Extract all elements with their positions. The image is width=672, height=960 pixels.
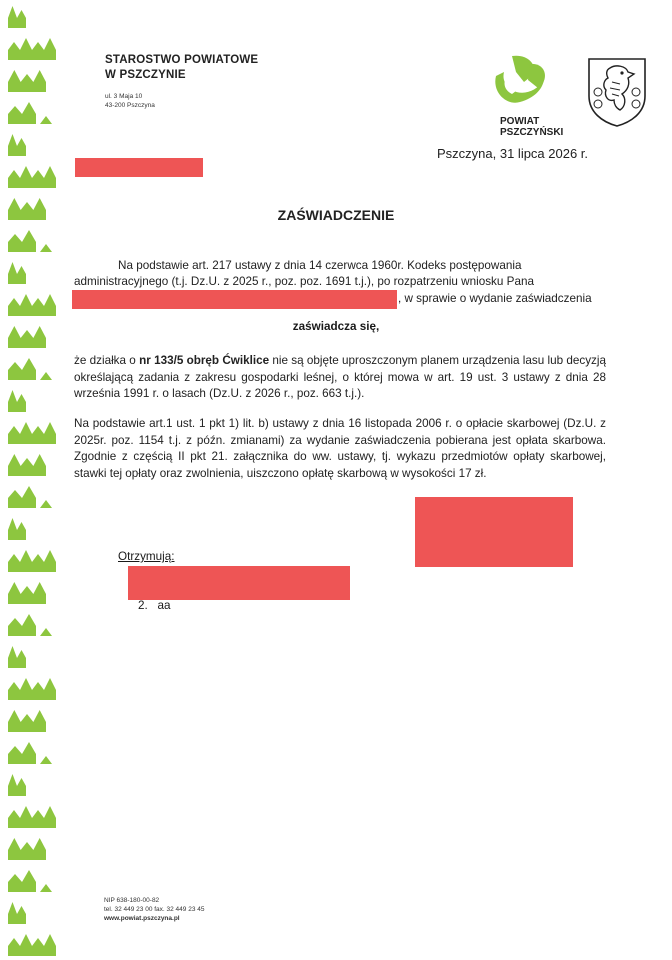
decorative-triangle [8, 646, 17, 658]
decorative-triangle [20, 806, 32, 818]
intro-line-2: administracyjnego (t.j. Dz.U. z 2025 r., poz. poz. 1691 t.j.), po rozpatrzeniu wniosku Pana [74, 275, 534, 288]
decorative-triangle [8, 838, 21, 850]
decorative-bar [8, 114, 36, 124]
decorative-bar [8, 786, 26, 796]
decorative-triangle [8, 554, 20, 562]
decorative-triangle [8, 902, 17, 914]
redacted-addressee [75, 158, 203, 177]
decorative-bar [8, 18, 26, 28]
decorative-bar [8, 690, 56, 700]
decorative-bar [8, 498, 36, 508]
decorative-triangle [8, 234, 22, 242]
document-title: ZAŚWIADCZENIE [277, 207, 395, 223]
powiat-logo-text [500, 116, 563, 138]
decorative-accent [40, 244, 52, 252]
decorative-bar [8, 338, 46, 348]
decorative-triangle [22, 870, 36, 882]
decorative-bar [8, 658, 26, 668]
decorative-bar [8, 530, 26, 540]
decorative-triangle [44, 678, 56, 690]
decorative-triangle [21, 586, 34, 594]
decorative-triangle [8, 262, 17, 274]
decorative-accent [40, 116, 52, 124]
decorative-triangle [20, 422, 32, 434]
footer [104, 896, 204, 923]
decorative-bar [8, 242, 36, 252]
decorative-border-pattern [0, 0, 60, 960]
decorative-bar [8, 82, 46, 92]
document-date: Pszczyna, 31 lipca 2026 r. [437, 146, 589, 161]
recipient-item-2 [138, 599, 171, 612]
certifies-heading: zaświadcza się, [292, 320, 380, 333]
office-address [105, 92, 155, 110]
decorative-triangle [22, 102, 36, 114]
office-name-line1: STAROSTWO POWIATOWE [105, 54, 259, 66]
decorative-bar [8, 754, 36, 764]
decorative-bar [8, 882, 36, 892]
intro-line-1: Na podstawie art. 217 ustawy z dnia 14 czerwca 1960r. Kodeks postępowania [118, 259, 522, 272]
decorative-bar [8, 402, 26, 412]
decorative-triangle [44, 806, 56, 818]
decorative-triangle [8, 746, 22, 754]
decorative-triangle [20, 166, 32, 178]
decorative-triangle [8, 710, 21, 722]
decorative-triangle [8, 582, 21, 594]
parcel-number: nr 133/5 obręb Ćwiklice [139, 354, 270, 367]
logo-text-line2: PSZCZYŃSKI [500, 127, 564, 138]
decorative-bar [8, 466, 46, 476]
office-name [105, 53, 258, 83]
decorative-triangle [32, 170, 44, 178]
decorative-triangle [8, 682, 20, 690]
decorative-triangle [44, 294, 56, 306]
recipients-heading: Otrzymują: [118, 550, 175, 563]
decorative-triangle [44, 550, 56, 562]
decorative-triangle [22, 742, 36, 754]
redacted-recipient-1 [128, 566, 350, 600]
decorative-accent [40, 628, 52, 636]
parcel-text-end: nie są objęte uproszczonym planem urządzenia lasu lub decyzją określającą zadania z zakresu gospodarki leśnej, o której mowa w art. 19 ust. 3 ustawy z dnia 28 września 1991 r. o lasach (Dz.U. z 2026 r., poz. 663 t.j.). [74, 354, 607, 400]
decorative-triangle [22, 358, 36, 370]
decorative-accent [40, 500, 52, 508]
decorative-triangle [33, 454, 46, 466]
decorative-triangle [33, 710, 46, 722]
decorative-triangle [8, 810, 20, 818]
decorative-triangle [32, 810, 44, 818]
decorative-triangle [8, 874, 22, 882]
footer-website: www.powiat.pszczyna.pl [104, 915, 180, 922]
footer-phone: tel. 32 449 23 00 fax. 32 449 23 45 [104, 906, 205, 913]
decorative-triangle [32, 938, 44, 946]
office-name-line2: W PSZCZYNIE [105, 69, 186, 81]
decorative-bar [8, 306, 56, 316]
decorative-bar [8, 594, 46, 604]
footer-nip: NIP 638-180-00-82 [104, 897, 160, 904]
decorative-triangle [8, 42, 20, 50]
decorative-triangle [44, 422, 56, 434]
redacted-signature [415, 497, 573, 567]
decorative-triangle [33, 582, 46, 594]
decorative-triangle [8, 518, 17, 530]
decorative-bar [8, 626, 36, 636]
decorative-triangle [8, 134, 17, 146]
decorative-bar [8, 146, 26, 156]
decorative-triangle [32, 298, 44, 306]
parcel-paragraph [74, 353, 606, 403]
decorative-accent [40, 756, 52, 764]
decorative-triangle [33, 838, 46, 850]
decorative-triangle [20, 294, 32, 306]
decorative-triangle [20, 550, 32, 562]
decorative-triangle [17, 394, 26, 402]
decorative-accent [40, 884, 52, 892]
address-street: ul. 3 Maja 10 [105, 93, 143, 100]
decorative-triangle [17, 778, 26, 786]
decorative-triangle [21, 458, 34, 466]
decorative-triangle [21, 842, 34, 850]
decorative-triangle [44, 166, 56, 178]
decorative-triangle [8, 490, 22, 498]
decorative-bar [8, 722, 46, 732]
decorative-bar [8, 914, 26, 924]
intro-line-3: , w sprawie o wydanie zaświadczenia [398, 292, 592, 305]
decorative-bar [8, 370, 36, 380]
decorative-triangle [21, 714, 34, 722]
coat-of-arms-icon [586, 56, 648, 128]
decorative-triangle [44, 934, 56, 946]
decorative-triangle [21, 74, 34, 82]
decorative-triangle [17, 138, 26, 146]
decorative-triangle [22, 230, 36, 242]
decorative-bar [8, 818, 56, 828]
decorative-triangle [32, 426, 44, 434]
decorative-triangle [22, 486, 36, 498]
decorative-triangle [8, 774, 17, 786]
decorative-triangle [8, 6, 17, 18]
decorative-triangle [17, 266, 26, 274]
decorative-triangle [8, 618, 22, 626]
decorative-bar [8, 946, 56, 956]
decorative-triangle [32, 554, 44, 562]
decorative-triangle [44, 38, 56, 50]
decorative-triangle [17, 906, 26, 914]
decorative-triangle [17, 10, 26, 18]
decorative-triangle [20, 678, 32, 690]
decorative-accent [40, 372, 52, 380]
decorative-bar [8, 50, 56, 60]
decorative-triangle [32, 682, 44, 690]
decorative-triangle [8, 298, 20, 306]
decorative-triangle [32, 42, 44, 50]
decorative-bar [8, 434, 56, 444]
decorative-triangle [20, 934, 32, 946]
logo-text-line1: POWIAT [500, 116, 540, 127]
address-city: 43-200 Pszczyna [105, 102, 155, 109]
recipient-item-2-text: 2. aa [138, 599, 171, 612]
decorative-triangle [8, 454, 21, 466]
decorative-triangle [8, 106, 22, 114]
decorative-triangle [8, 938, 20, 946]
decorative-bar [8, 178, 56, 188]
decorative-triangle [20, 38, 32, 50]
decorative-bar [8, 274, 26, 284]
decorative-triangle [8, 426, 20, 434]
decorative-triangle [8, 170, 20, 178]
parcel-text-start: że działka o [74, 354, 140, 367]
fee-paragraph: Na podstawie art.1 ust. 1 pkt 1) lit. b) ustawy z dnia 16 listopada 2006 r. o opłacie skarbowej (Dz.U. z 2025r. poz. 1154 t.j. z późn. zmianami) za wydanie zaświadczenia pobierana jest opłata skarbowa. Zgodnie z częścią II pkt 21. załącznika do ww. ustawy, tj. wykazu przedmiotów opłaty skarbowej, stawki tej opłaty oraz zwolnienia, uiszczono opłatę skarbową w wysokości 17 zł. [74, 417, 606, 480]
powiat-logo-icon [490, 50, 552, 112]
decorative-bar [8, 562, 56, 572]
decorative-bar [8, 850, 46, 860]
decorative-triangle [8, 362, 22, 370]
decorative-triangle [22, 614, 36, 626]
decorative-triangle [17, 650, 26, 658]
redacted-applicant-name [72, 290, 397, 309]
decorative-triangle [8, 390, 17, 402]
decorative-triangle [17, 522, 26, 530]
decorative-triangle [33, 70, 46, 82]
decorative-triangle [8, 70, 21, 82]
